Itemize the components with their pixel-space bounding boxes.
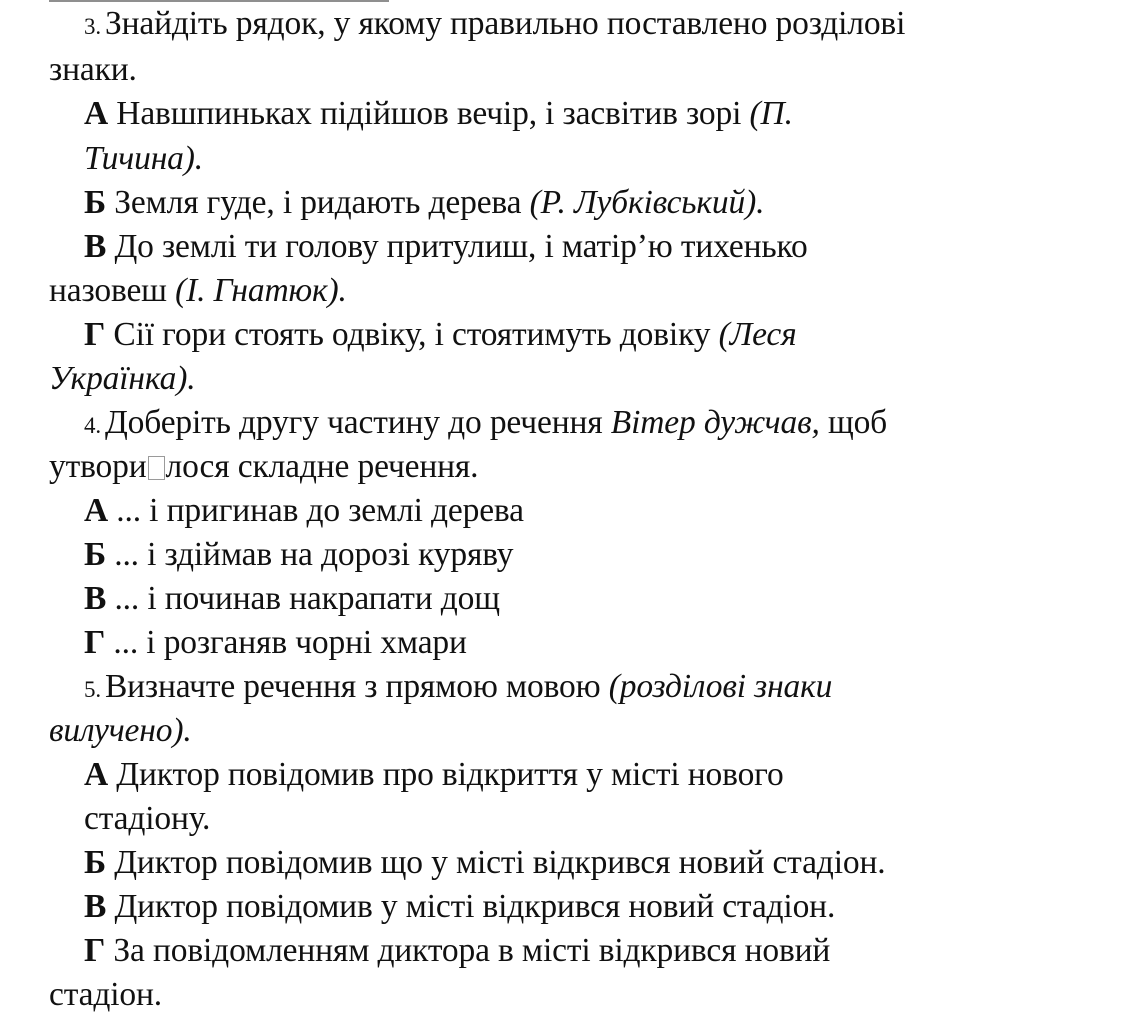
- q4-option-a: А ... і пригинав до землі дерева: [84, 492, 524, 529]
- q3-option-d-cont: Українка).: [49, 360, 196, 397]
- q3-option-b-letter: Б: [84, 184, 106, 221]
- q4-option-b-letter: Б: [84, 536, 106, 573]
- q5-prompt-line2: вилучено).: [49, 712, 192, 749]
- q3-option-d: Г Сії гори стоять одвіку, і стоятимуть довіку (Леся: [84, 316, 797, 353]
- q5-option-b-letter: Б: [84, 844, 106, 881]
- q4-option-c-letter: В: [84, 580, 107, 617]
- q4-prompt-line2: утвори лося складне речення.: [49, 448, 479, 485]
- q5-prompt-line1: 5. Визначте речення з прямою мовою (розділові знаки: [84, 668, 833, 705]
- q3-option-c: В До землі ти голову притулиш, і матір’ю тихенько: [84, 228, 808, 265]
- q5-option-c-letter: В: [84, 888, 107, 925]
- q5-number: 5.: [84, 677, 101, 702]
- q3-option-b: Б Земля гуде, і ридають дерева (Р. Лубківський).: [84, 184, 765, 221]
- q3-prompt-line2: знаки.: [49, 51, 137, 88]
- q5-option-d-letter: Г: [84, 932, 106, 969]
- q3-option-d-letter: Г: [84, 316, 106, 353]
- q3-option-a-cont: Тичина).: [84, 140, 204, 177]
- q4-prompt-line1: 4. Доберіть другу частину до речення Вітер дужчав, щоб: [84, 404, 888, 441]
- q4-number: 4.: [84, 413, 101, 438]
- q5-option-d: Г За повідомленням диктора в місті відкрився новий: [84, 932, 831, 969]
- q4-option-d: Г ... і розганяв чорні хмари: [84, 624, 467, 661]
- q3-option-a: А Навшпиньках підійшов вечір, і засвітив зорі (П.: [84, 95, 793, 132]
- q3-option-a-letter: А: [84, 95, 109, 132]
- missing-glyph-box: [148, 456, 165, 480]
- q4-option-a-letter: А: [84, 492, 109, 529]
- q5-option-a-cont: стадіону.: [84, 800, 211, 837]
- q4-option-c: В ... і починав накрапати дощ: [84, 580, 500, 617]
- q5-option-c: В Диктор повідомив у місті відкрився новий стадіон.: [84, 888, 836, 925]
- q3-option-c-letter: В: [84, 228, 107, 265]
- q4-option-b: Б ... і здіймав на дорозі куряву: [84, 536, 514, 573]
- q5-option-a: А Диктор повідомив про відкриття у місті нового: [84, 756, 784, 793]
- q5-option-b: Б Диктор повідомив що у місті відкрився новий стадіон.: [84, 844, 886, 881]
- q3-prompt-line1: 3. Знайдіть рядок, у якому правильно поставлено розділові: [84, 5, 906, 42]
- q5-option-a-letter: А: [84, 756, 109, 793]
- q3-number: 3.: [84, 14, 101, 39]
- q3-option-c-cont: назовеш (І. Гнатюк).: [49, 272, 347, 309]
- q4-option-d-letter: Г: [84, 624, 106, 661]
- q5-option-d-cont: стадіон.: [49, 976, 162, 1013]
